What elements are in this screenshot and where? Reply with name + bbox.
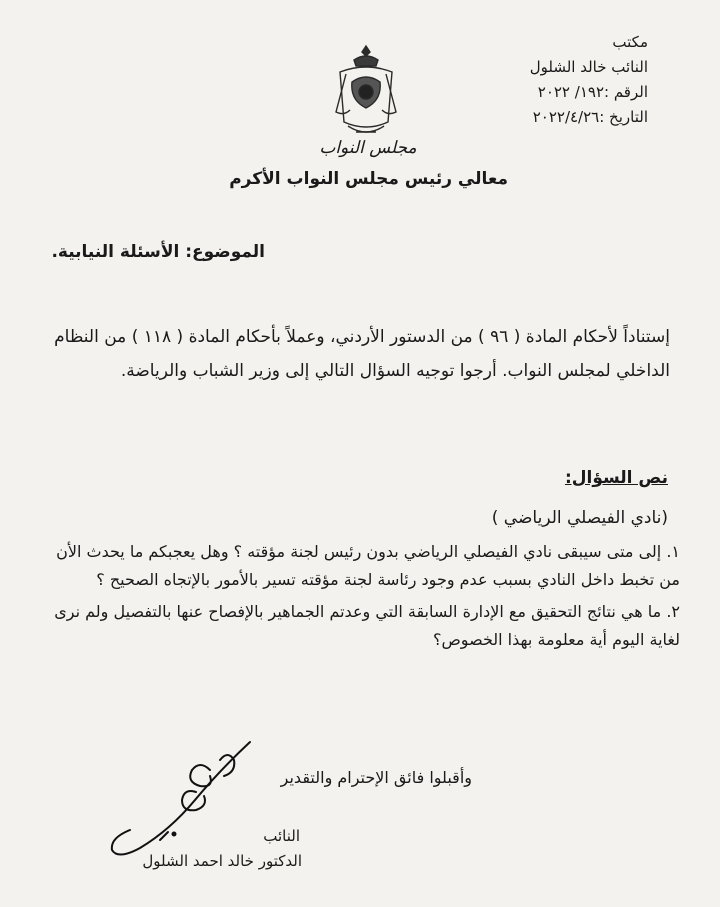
closing-line: وأقبلوا فائق الإحترام والتقدير xyxy=(280,768,472,787)
question-item: ٢. ما هي نتائج التحقيق مع الإدارة السابقة التي وعدتم الجماهير بالإفصاح عنها بالتفصيل ولم نرى لغاية اليوم أية معلومة بهذا الخصوص؟ xyxy=(54,602,680,649)
question-list xyxy=(44,538,680,658)
coat-of-arms-icon xyxy=(326,42,406,142)
office-deputy-name: النائب خالد الشلول xyxy=(529,58,648,76)
question-subtitle: (نادي الفيصلي الرياضي ) xyxy=(491,508,668,528)
letter-date: التاريخ :٢٠٢٢/٤/٢٦ xyxy=(532,108,648,126)
signatory-name: الدكتور خالد احمد الشلول xyxy=(142,852,302,870)
addressee: معالي رئيس مجلس النواب الأكرم xyxy=(229,169,508,189)
question-title: نص السؤال: xyxy=(564,468,668,488)
question-item: ١. إلى متى سيبقى نادي الفيصلي الرياضي بدون رئيس لجنة مؤقته ؟ وهل يعجبكم ما يحدث الأن من تخبط داخل النادي بسبب عدم وجود رئاسة لجنة مؤقته تسير بالأمور بالإتجاه الصحيح ؟ xyxy=(56,542,680,589)
intro-paragraph: إستناداً لأحكام المادة ( ٩٦ ) من الدستور الأردني، وعملاً بأحكام المادة ( ١١٨ ) من النظام الداخلي لمجلس النواب. أرجوا توجيه السؤال التالي إلى وزير الشباب والرياضة. xyxy=(54,327,670,381)
council-logotype: مجلس النواب xyxy=(319,138,417,158)
reference-number: الرقم :١٩٢/ ٢٠٢٢ xyxy=(537,83,648,101)
office-label: مكتب xyxy=(612,33,648,51)
subject-line: الموضوع: الأسئلة النيابية. xyxy=(51,242,265,262)
signatory-title: النائب xyxy=(263,827,300,845)
office-block xyxy=(448,30,648,130)
